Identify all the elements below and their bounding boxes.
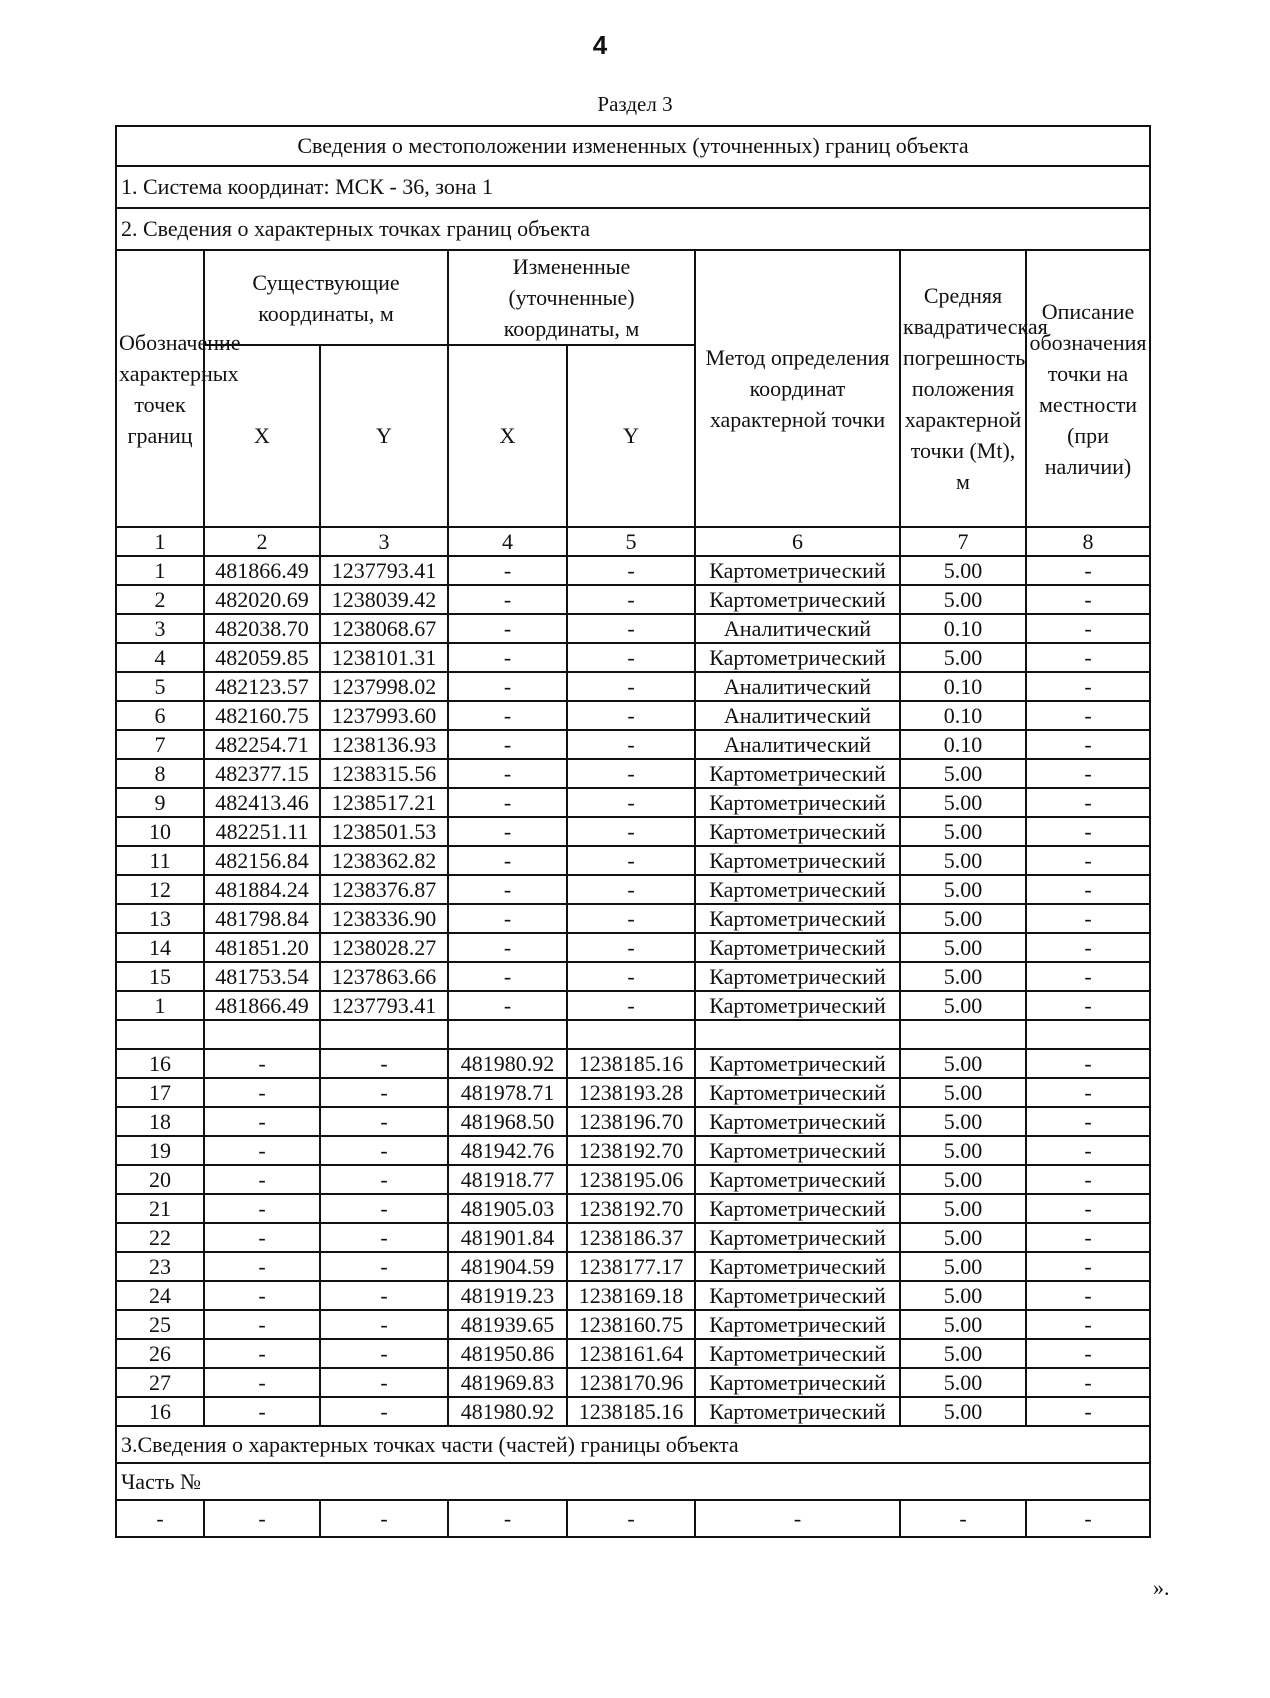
cell-point-id: 1 xyxy=(116,527,204,556)
cell-changed-y: - xyxy=(567,846,695,875)
cell-changed-y: - xyxy=(567,759,695,788)
cell-error: 5.00 xyxy=(900,933,1026,962)
cell-method: Картометрический xyxy=(695,1107,900,1136)
cell-changed-y: 1238177.17 xyxy=(567,1252,695,1281)
cell-existing-x: - xyxy=(204,1281,320,1310)
table-row xyxy=(116,701,1150,730)
cell-existing-y: - xyxy=(320,1194,448,1223)
table-row xyxy=(116,1339,1150,1368)
cell-method: Картометрический xyxy=(695,1339,900,1368)
header-designation: Обозначение характерных точек границ xyxy=(116,250,204,527)
cell-description: - xyxy=(1026,933,1150,962)
cell-existing-y: 1237998.02 xyxy=(320,672,448,701)
cell-error: 5.00 xyxy=(900,759,1026,788)
cell-description: - xyxy=(1026,556,1150,585)
table-row xyxy=(116,585,1150,614)
cell-error: 5.00 xyxy=(900,1107,1026,1136)
table-row xyxy=(116,1165,1150,1194)
cell-existing-x: 481866.49 xyxy=(204,556,320,585)
cell-existing-y: - xyxy=(320,1252,448,1281)
header-method: Метод определения координат характерной точки xyxy=(695,250,900,527)
table-row xyxy=(116,1252,1150,1281)
cell-description: - xyxy=(1026,643,1150,672)
cell-error: 5.00 xyxy=(900,1136,1026,1165)
cell-error: 5.00 xyxy=(900,1339,1026,1368)
cell-changed-y: - xyxy=(567,904,695,933)
cell-existing-x: - xyxy=(204,1339,320,1368)
cell-description: 8 xyxy=(1026,527,1150,556)
cell-description: - xyxy=(1026,904,1150,933)
cell-point-id: 18 xyxy=(116,1107,204,1136)
cell-method: Картометрический xyxy=(695,846,900,875)
cell-error: 5.00 xyxy=(900,1310,1026,1339)
cell-point-id: 8 xyxy=(116,759,204,788)
cell-description: - xyxy=(1026,875,1150,904)
cell-changed-x: - xyxy=(448,585,567,614)
cell-changed-x: - xyxy=(448,672,567,701)
cell-existing-y: 1238136.93 xyxy=(320,730,448,759)
cell-existing-x: 482160.75 xyxy=(204,701,320,730)
cell-point-id: 27 xyxy=(116,1368,204,1397)
cell-point-id: 20 xyxy=(116,1165,204,1194)
cell-existing-y: - xyxy=(320,1368,448,1397)
header-existing-coords: Существующие координаты, м xyxy=(204,250,448,345)
cell-error: 5.00 xyxy=(900,1165,1026,1194)
cell-point-id: 5 xyxy=(116,672,204,701)
cell-description: - xyxy=(1026,1049,1150,1078)
cell-changed-x: 481980.92 xyxy=(448,1049,567,1078)
header-error: Средняя квадратическая погрешность положения характерной точки (Mt), м xyxy=(900,250,1026,527)
cell-method: Аналитический xyxy=(695,730,900,759)
cell-existing-y: 1237793.41 xyxy=(320,991,448,1020)
cell-error: 5.00 xyxy=(900,1368,1026,1397)
cell-existing-y: 1238068.67 xyxy=(320,614,448,643)
cell-point-id: 3 xyxy=(116,614,204,643)
table-row xyxy=(116,614,1150,643)
cell-changed-x: - xyxy=(448,556,567,585)
cell-existing-x: 482413.46 xyxy=(204,788,320,817)
page-number: 4 xyxy=(592,30,608,60)
cell-method: Картометрический xyxy=(695,933,900,962)
cell-error: 7 xyxy=(900,527,1026,556)
cell-existing-y: 1238376.87 xyxy=(320,875,448,904)
cell-error: 0.10 xyxy=(900,730,1026,759)
cell-existing-x: - xyxy=(204,1165,320,1194)
cell-changed-y: 1238160.75 xyxy=(567,1310,695,1339)
table-row xyxy=(116,1368,1150,1397)
cell-existing-x: - xyxy=(204,1136,320,1165)
cell-error: 5.00 xyxy=(900,1049,1026,1078)
table-row xyxy=(116,817,1150,846)
table-row xyxy=(116,643,1150,672)
cell-changed-y: - xyxy=(567,643,695,672)
cell-changed-x: 4 xyxy=(448,527,567,556)
cell-error: 5.00 xyxy=(900,643,1026,672)
cell-changed-y: 1238192.70 xyxy=(567,1194,695,1223)
cell-changed-x: - xyxy=(448,730,567,759)
cell-existing-x: - xyxy=(204,1310,320,1339)
cell-error: 5.00 xyxy=(900,991,1026,1020)
table-row xyxy=(116,788,1150,817)
cell-existing-x: - xyxy=(204,1107,320,1136)
cell-existing-y: 1238501.53 xyxy=(320,817,448,846)
cell-changed-x: 481950.86 xyxy=(448,1339,567,1368)
header-existing-x: X xyxy=(204,345,320,527)
cell-description: - xyxy=(1026,817,1150,846)
cell-existing-y: 1238517.21 xyxy=(320,788,448,817)
table-row xyxy=(116,846,1150,875)
cell-changed-y: - xyxy=(567,991,695,1020)
cell-point-id: 26 xyxy=(116,1339,204,1368)
cell-existing-y: - xyxy=(320,1339,448,1368)
cell-method: Картометрический xyxy=(695,759,900,788)
cell-changed-y: 1238186.37 xyxy=(567,1223,695,1252)
table-row xyxy=(116,1281,1150,1310)
cell-point-id: 2 xyxy=(116,585,204,614)
table-title: Сведения о местоположении измененных (уточненных) границ объекта xyxy=(116,126,1150,166)
cell-existing-x: - xyxy=(204,1368,320,1397)
cell-changed-x: - xyxy=(448,846,567,875)
cell-method: Картометрический xyxy=(695,1078,900,1107)
cell-point-id: 9 xyxy=(116,788,204,817)
cell-method: Картометрический xyxy=(695,1049,900,1078)
cell-existing-x: - xyxy=(204,1194,320,1223)
cell-point-id: 11 xyxy=(116,846,204,875)
cell-method: Картометрический xyxy=(695,1281,900,1310)
table-row xyxy=(116,1107,1150,1136)
cell-existing-y: 3 xyxy=(320,527,448,556)
cell-point-id: 17 xyxy=(116,1078,204,1107)
cell-existing-y: - xyxy=(320,1500,448,1537)
cell-description: - xyxy=(1026,730,1150,759)
cell-changed-y: 1238192.70 xyxy=(567,1136,695,1165)
cell-changed-x: - xyxy=(448,788,567,817)
cell-existing-x: 481798.84 xyxy=(204,904,320,933)
cell-existing-x: 482156.84 xyxy=(204,846,320,875)
cell-changed-y: - xyxy=(567,875,695,904)
cell-description: - xyxy=(1026,1500,1150,1537)
table-row xyxy=(116,1194,1150,1223)
cell-point-id: 15 xyxy=(116,962,204,991)
cell-point-id: 7 xyxy=(116,730,204,759)
table-row xyxy=(116,759,1150,788)
cell-existing-y: - xyxy=(320,1165,448,1194)
cell-existing-x: 481884.24 xyxy=(204,875,320,904)
cell-description: - xyxy=(1026,788,1150,817)
cell-error: 5.00 xyxy=(900,585,1026,614)
cell-description: - xyxy=(1026,701,1150,730)
cell-changed-x: - xyxy=(448,962,567,991)
cell-error: 0.10 xyxy=(900,701,1026,730)
closing-mark: ». xyxy=(1153,1575,1170,1600)
cell-existing-x: - xyxy=(204,1223,320,1252)
cell-existing-x: 2 xyxy=(204,527,320,556)
cell-description: - xyxy=(1026,1281,1150,1310)
table-row xyxy=(116,672,1150,701)
cell-changed-y: - xyxy=(567,585,695,614)
cell-point-id: 14 xyxy=(116,933,204,962)
part-row xyxy=(116,1500,1150,1537)
cell-error: 5.00 xyxy=(900,788,1026,817)
cell-existing-y: - xyxy=(320,1049,448,1078)
cell-changed-y: 1238185.16 xyxy=(567,1049,695,1078)
cell-error: 5.00 xyxy=(900,556,1026,585)
cell-method: Картометрический xyxy=(695,1165,900,1194)
header-changed-y: Y xyxy=(567,345,695,527)
table-row xyxy=(116,933,1150,962)
cell-description: - xyxy=(1026,614,1150,643)
header-existing-y: Y xyxy=(320,345,448,527)
cell-point-id: 13 xyxy=(116,904,204,933)
cell-method: Картометрический xyxy=(695,817,900,846)
cell-changed-x: 481904.59 xyxy=(448,1252,567,1281)
cell-existing-x: - xyxy=(204,1397,320,1426)
cell-changed-x: 481968.50 xyxy=(448,1107,567,1136)
cell-existing-y: 1237993.60 xyxy=(320,701,448,730)
cell-point-id: 1 xyxy=(116,556,204,585)
cell-changed-y: 5 xyxy=(567,527,695,556)
cell-changed-y: 1238195.06 xyxy=(567,1165,695,1194)
part-label: Часть № xyxy=(116,1463,1150,1500)
cell-point-id: 16 xyxy=(116,1397,204,1426)
cell-existing-x: 482020.69 xyxy=(204,585,320,614)
cell-existing-x: - xyxy=(204,1500,320,1537)
cell-method: Картометрический xyxy=(695,556,900,585)
cell-existing-y: - xyxy=(320,1136,448,1165)
cell-existing-x: 481866.49 xyxy=(204,991,320,1020)
cell-method: Картометрический xyxy=(695,1368,900,1397)
cell-changed-y: 1238169.18 xyxy=(567,1281,695,1310)
cell-existing-y: - xyxy=(320,1078,448,1107)
cell-point-id: 23 xyxy=(116,1252,204,1281)
cell-error: 5.00 xyxy=(900,1223,1026,1252)
cell-description: - xyxy=(1026,1310,1150,1339)
cell-existing-x: 481851.20 xyxy=(204,933,320,962)
cell-description: - xyxy=(1026,1078,1150,1107)
cell-error: 5.00 xyxy=(900,1194,1026,1223)
cell-point-id: 22 xyxy=(116,1223,204,1252)
cell-point-id: 10 xyxy=(116,817,204,846)
cell-changed-y: - xyxy=(567,701,695,730)
cell-description: - xyxy=(1026,1136,1150,1165)
cell-changed-x: - xyxy=(448,1500,567,1537)
cell-existing-x: 482377.15 xyxy=(204,759,320,788)
cell-existing-x: 482059.85 xyxy=(204,643,320,672)
cell-changed-y: - xyxy=(567,933,695,962)
cell-method: Аналитический xyxy=(695,672,900,701)
cell-point-id: 19 xyxy=(116,1136,204,1165)
cell-existing-y: - xyxy=(320,1281,448,1310)
cell-changed-x: 481969.83 xyxy=(448,1368,567,1397)
coord-system: 1. Система координат: МСК - 36, зона 1 xyxy=(116,166,1150,208)
cell-changed-x: 481942.76 xyxy=(448,1136,567,1165)
cell-error: 5.00 xyxy=(900,817,1026,846)
cell-existing-y: 1238362.82 xyxy=(320,846,448,875)
cell-description: - xyxy=(1026,672,1150,701)
cell-changed-y: - xyxy=(567,614,695,643)
cell-method: Картометрический xyxy=(695,585,900,614)
section-title: Раздел 3 xyxy=(597,92,673,116)
header-description: Описание обозначения точки на местности (при наличии) xyxy=(1026,250,1150,527)
cell-method: Картометрический xyxy=(695,643,900,672)
cell-point-id: 12 xyxy=(116,875,204,904)
cell-changed-x: - xyxy=(448,875,567,904)
cell-changed-x: 481901.84 xyxy=(448,1223,567,1252)
cell-changed-x: - xyxy=(448,904,567,933)
cell-error: 0.10 xyxy=(900,614,1026,643)
cell-error: 5.00 xyxy=(900,904,1026,933)
empty-row xyxy=(116,1020,1150,1049)
cell-point-id: 24 xyxy=(116,1281,204,1310)
cell-description: - xyxy=(1026,1107,1150,1136)
cell-error: 5.00 xyxy=(900,875,1026,904)
cell-point-id: 4 xyxy=(116,643,204,672)
cell-changed-y: - xyxy=(567,817,695,846)
cell-method: - xyxy=(695,1500,900,1537)
cell-method: Аналитический xyxy=(695,614,900,643)
cell-existing-x: 481753.54 xyxy=(204,962,320,991)
table-row xyxy=(116,904,1150,933)
cell-description: - xyxy=(1026,1223,1150,1252)
cell-changed-y: - xyxy=(567,730,695,759)
cell-existing-x: - xyxy=(204,1049,320,1078)
cell-existing-y: 1238315.56 xyxy=(320,759,448,788)
cell-existing-y: 1238028.27 xyxy=(320,933,448,962)
cell-error: 5.00 xyxy=(900,846,1026,875)
cell-existing-y: 1238101.31 xyxy=(320,643,448,672)
cell-method: Картометрический xyxy=(695,962,900,991)
table-row xyxy=(116,1223,1150,1252)
table-row xyxy=(116,1310,1150,1339)
cell-changed-y: 1238170.96 xyxy=(567,1368,695,1397)
cell-changed-x: 481939.65 xyxy=(448,1310,567,1339)
cell-description: - xyxy=(1026,962,1150,991)
cell-existing-y: 1237863.66 xyxy=(320,962,448,991)
cell-changed-x: 481918.77 xyxy=(448,1165,567,1194)
points-heading: 2. Сведения о характерных точках границ объекта xyxy=(116,208,1150,250)
cell-existing-x: - xyxy=(204,1078,320,1107)
cell-method: Картометрический xyxy=(695,788,900,817)
cell-changed-x: - xyxy=(448,614,567,643)
cell-method: Картометрический xyxy=(695,991,900,1020)
cell-error: 5.00 xyxy=(900,1281,1026,1310)
cell-changed-y: - xyxy=(567,672,695,701)
cell-changed-x: 481978.71 xyxy=(448,1078,567,1107)
cell-existing-x: 482254.71 xyxy=(204,730,320,759)
cell-description: - xyxy=(1026,1397,1150,1426)
cell-method: Картометрический xyxy=(695,875,900,904)
cell-description: - xyxy=(1026,759,1150,788)
cell-existing-y: - xyxy=(320,1107,448,1136)
cell-existing-y: 1238336.90 xyxy=(320,904,448,933)
table-row xyxy=(116,1078,1150,1107)
cell-point-id: 16 xyxy=(116,1049,204,1078)
cell-description: - xyxy=(1026,1194,1150,1223)
parts-heading: 3.Сведения о характерных точках части (частей) границы объекта xyxy=(116,1426,1150,1463)
cell-method: Аналитический xyxy=(695,701,900,730)
cell-existing-y: - xyxy=(320,1397,448,1426)
cell-method: Картометрический xyxy=(695,1397,900,1426)
cell-method: Картометрический xyxy=(695,1310,900,1339)
cell-changed-x: - xyxy=(448,759,567,788)
cell-description: - xyxy=(1026,991,1150,1020)
cell-method: Картометрический xyxy=(695,1194,900,1223)
cell-description: - xyxy=(1026,1252,1150,1281)
cell-description: - xyxy=(1026,1368,1150,1397)
cell-error: 0.10 xyxy=(900,672,1026,701)
cell-point-id: 25 xyxy=(116,1310,204,1339)
cell-changed-x: - xyxy=(448,643,567,672)
cell-method: Картометрический xyxy=(695,1223,900,1252)
cell-existing-y: - xyxy=(320,1310,448,1339)
cell-changed-y: - xyxy=(567,556,695,585)
cell-existing-y: - xyxy=(320,1223,448,1252)
cell-changed-y: - xyxy=(567,962,695,991)
cell-changed-x: - xyxy=(448,991,567,1020)
table-row xyxy=(116,991,1150,1020)
cell-method: Картометрический xyxy=(695,1252,900,1281)
cell-existing-x: 482038.70 xyxy=(204,614,320,643)
cell-changed-y: 1238185.16 xyxy=(567,1397,695,1426)
table-row xyxy=(116,730,1150,759)
cell-description: - xyxy=(1026,585,1150,614)
cell-point-id: 6 xyxy=(116,701,204,730)
cell-method: Картометрический xyxy=(695,1136,900,1165)
cell-error: 5.00 xyxy=(900,962,1026,991)
cell-error: - xyxy=(900,1500,1026,1537)
cell-existing-y: 1238039.42 xyxy=(320,585,448,614)
header-changed-coords: Измененные (уточненные) координаты, м xyxy=(448,250,695,345)
cell-changed-y: 1238161.64 xyxy=(567,1339,695,1368)
cell-method: Картометрический xyxy=(695,904,900,933)
cell-error: 5.00 xyxy=(900,1078,1026,1107)
table-row xyxy=(116,556,1150,585)
cell-changed-y: 1238193.28 xyxy=(567,1078,695,1107)
cell-error: 5.00 xyxy=(900,1252,1026,1281)
cell-point-id: - xyxy=(116,1500,204,1537)
table-row xyxy=(116,1136,1150,1165)
cell-existing-x: 482251.11 xyxy=(204,817,320,846)
cell-existing-x: 482123.57 xyxy=(204,672,320,701)
cell-existing-y: 1237793.41 xyxy=(320,556,448,585)
cell-changed-x: - xyxy=(448,933,567,962)
cell-description: - xyxy=(1026,846,1150,875)
cell-changed-y: 1238196.70 xyxy=(567,1107,695,1136)
table-row xyxy=(116,1049,1150,1078)
column-numbers-row xyxy=(116,527,1150,556)
cell-changed-x: 481980.92 xyxy=(448,1397,567,1426)
cell-changed-x: - xyxy=(448,701,567,730)
table-row xyxy=(116,875,1150,904)
cell-point-id: 21 xyxy=(116,1194,204,1223)
table-row xyxy=(116,1397,1150,1426)
cell-error: 5.00 xyxy=(900,1397,1026,1426)
cell-description: - xyxy=(1026,1339,1150,1368)
cell-changed-x: 481905.03 xyxy=(448,1194,567,1223)
header-changed-x: X xyxy=(448,345,567,527)
cell-changed-y: - xyxy=(567,1500,695,1537)
cell-changed-y: - xyxy=(567,788,695,817)
cell-changed-x: - xyxy=(448,817,567,846)
coordinates-table xyxy=(115,125,1151,1538)
cell-method: 6 xyxy=(695,527,900,556)
cell-description: - xyxy=(1026,1165,1150,1194)
cell-existing-x: - xyxy=(204,1252,320,1281)
cell-changed-x: 481919.23 xyxy=(448,1281,567,1310)
cell-point-id: 1 xyxy=(116,991,204,1020)
table-row xyxy=(116,962,1150,991)
